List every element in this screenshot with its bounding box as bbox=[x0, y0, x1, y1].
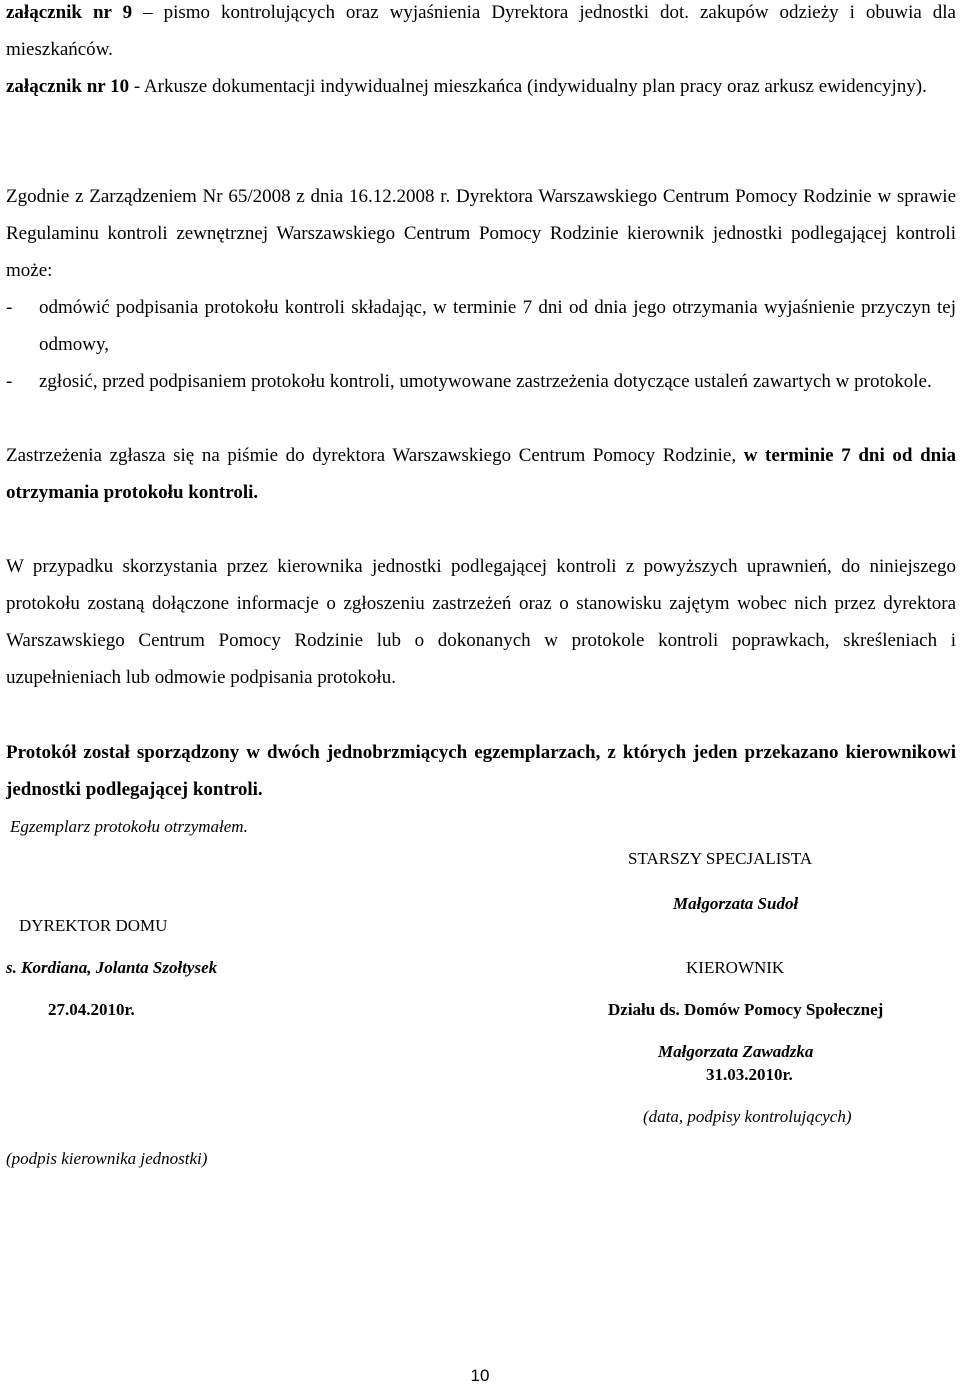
copies-paragraph: Protokół został sporządzony w dwóch jednobrzmiących egzemplarzach, z których jeden przekazano kierownikowi jednostki podlegającej kontroli. bbox=[6, 742, 956, 800]
left-date: 27.04.2010r. bbox=[48, 1000, 135, 1019]
attachment-10-label: załącznik nr 10 bbox=[6, 76, 130, 97]
objections-paragraph bbox=[6, 437, 956, 511]
left-name-director: s. Kordiana, Jolanta Szołtysek bbox=[6, 958, 218, 977]
bullet-dash: - bbox=[6, 297, 13, 318]
attachment-9-label: załącznik nr 9 bbox=[6, 2, 133, 23]
right-title-manager: KIEROWNIK bbox=[686, 958, 785, 977]
right-title-specialist: STARSZY SPECJALISTA bbox=[628, 849, 813, 868]
received-note: Egzemplarz protokołu otrzymałem. bbox=[10, 817, 248, 836]
rights-bullet-1-text: odmówić podpisania protokołu kontroli składając, w terminie 7 dni od dnia jego otrzymania wyjaśnienie przyczyn tej odmowy, bbox=[39, 297, 956, 355]
bullet-dash: - bbox=[6, 371, 13, 392]
objections-text: Zastrzeżenia zgłasza się na piśmie do dyrektora Warszawskiego Centrum Pomocy Rodzinie, bbox=[6, 445, 744, 466]
right-name-manager: Małgorzata Zawadzka bbox=[658, 1042, 814, 1061]
usage-paragraph: W przypadku skorzystania przez kierownika jednostki podlegającej kontroli z powyższych uprawnień, do niniejszego protokołu zostaną dołączone informacje o zgłoszeniu zastrzeżeń oraz o stanowisku zajętym wobec nich przez dyrektora Warszawskiego Centrum Pomocy Rodzinie lub o dokonanych w protokole kontroli poprawkach, skreśleniach i uzupełnieniach lub odmowie podpisania protokołu. bbox=[6, 556, 956, 688]
objections-deadline: w terminie 7 dni od dnia otrzymania protokołu kontroli. bbox=[6, 445, 956, 503]
rights-bullet-2 bbox=[6, 363, 956, 437]
left-caption: (podpis kierownika jednostki) bbox=[6, 1149, 208, 1168]
rights-intro: Zgodnie z Zarządzeniem Nr 65/2008 z dnia 16.12.2008 r. Dyrektora Warszawskiego Centrum Pomocy Rodzinie w sprawie Regulaminu kontroli zewnętrznej Warszawskiego Centrum Pomocy Rodzinie kierownik jednostki podlegającej kontroli może: bbox=[6, 186, 956, 281]
right-date: 31.03.2010r. bbox=[706, 1065, 793, 1084]
page-number: 10 bbox=[470, 1366, 490, 1385]
attachment-9-text: – pismo kontrolujących oraz wyjaśnienia Dyrektora jednostki dot. zakupów odzieży i obuwia dla mieszkańców. bbox=[6, 2, 956, 60]
rights-bullet-1 bbox=[6, 289, 956, 363]
rights-bullet-2-text: zgłosić, przed podpisaniem protokołu kontroli, umotywowane zastrzeżenia dotyczące ustaleń zawartych w protokole. bbox=[39, 371, 932, 392]
right-name-specialist: Małgorzata Sudoł bbox=[673, 894, 799, 913]
attachment-9 bbox=[6, 0, 956, 68]
left-title-director: DYREKTOR DOMU bbox=[19, 916, 168, 935]
attachment-10-text: - Arkusze dokumentacji indywidualnej mieszkańca (indywidualny plan pracy oraz arkusz ewidencyjny). bbox=[129, 76, 927, 97]
right-department: Działu ds. Domów Pomocy Społecznej bbox=[608, 1000, 884, 1019]
right-caption: (data, podpisy kontrolujących) bbox=[643, 1107, 852, 1126]
attachment-10 bbox=[6, 68, 956, 105]
